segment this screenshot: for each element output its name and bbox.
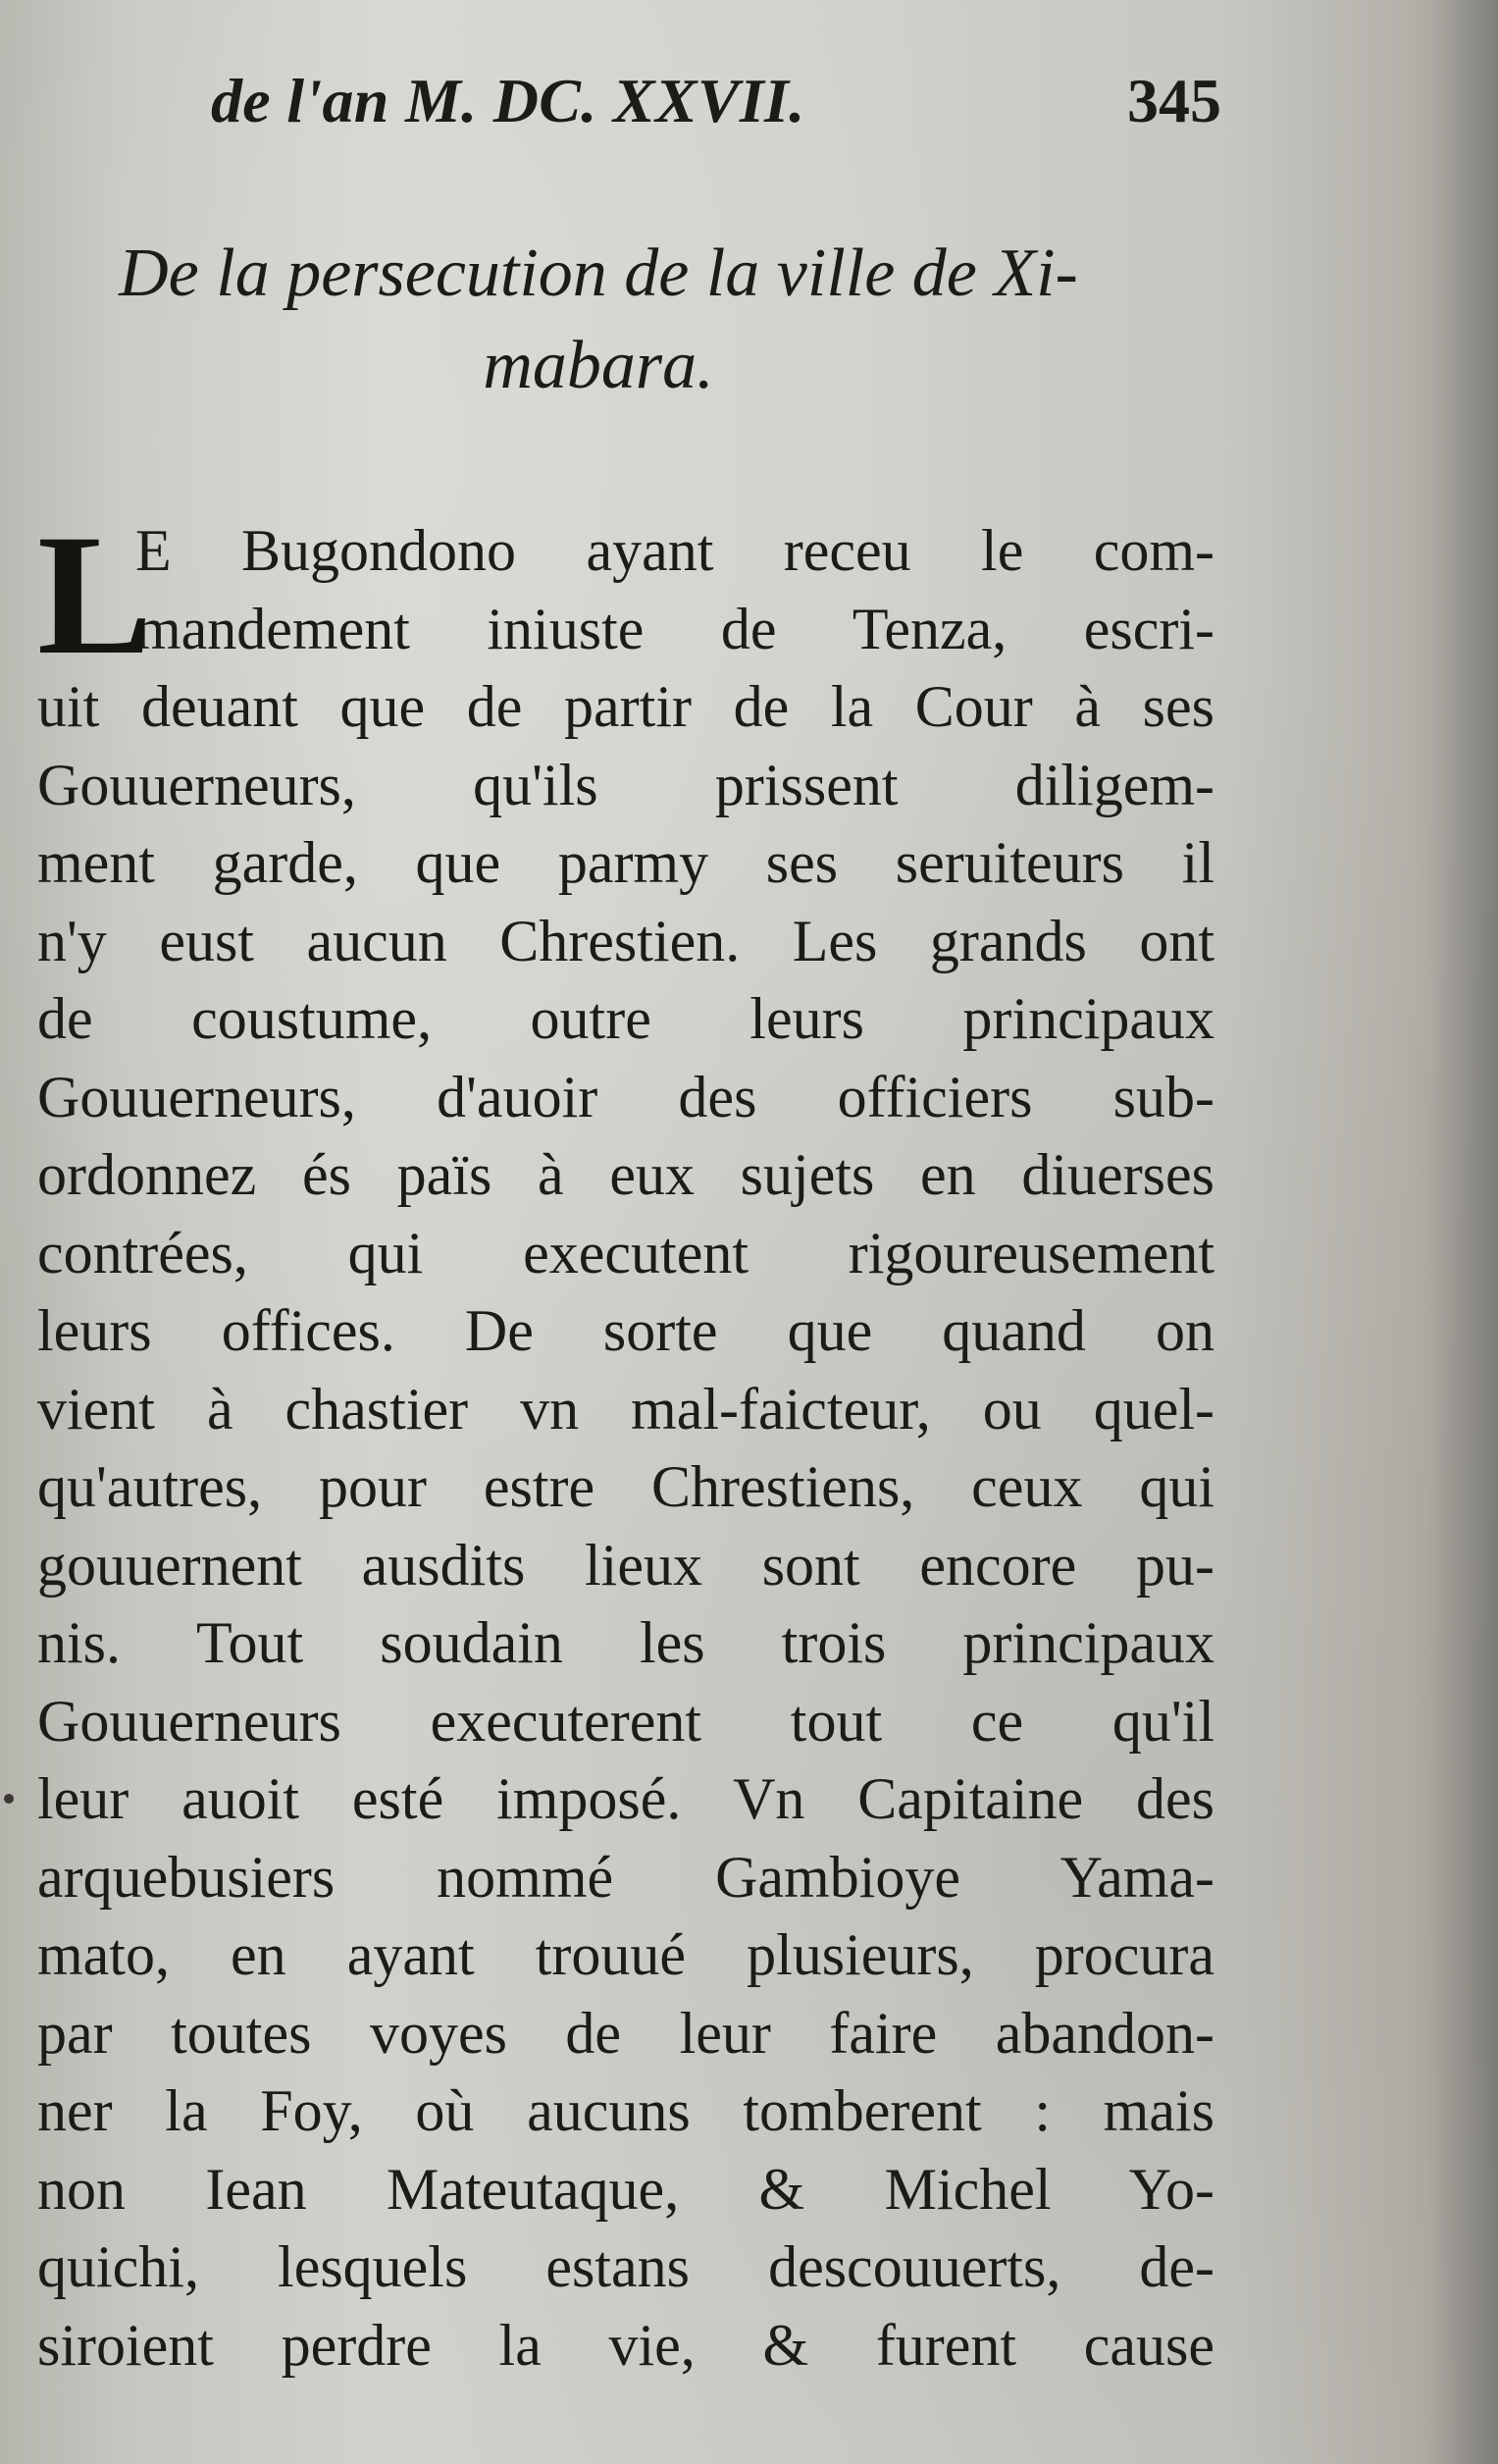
text-line: siroient perdre la vie, & furent cause xyxy=(37,2312,1214,2378)
text-line: ment garde, que parmy ses seruiteurs il xyxy=(37,830,1214,895)
text-line: non Iean Mateutaque, & Michel Yo- xyxy=(37,2156,1214,2222)
text-line: Gouuerneurs, qu'ils prissent diligem- xyxy=(37,752,1214,817)
text-line: leur auoit esté imposé. Vn Capitaine des xyxy=(37,1766,1214,1831)
text-line: de coustume, outre leurs principaux xyxy=(37,986,1214,1051)
text-line: qu'autres, pour estre Chrestiens, ceux qui xyxy=(37,1454,1214,1519)
running-head: de l'an M. DC. XXVII. xyxy=(211,66,805,135)
text-line: Gouuerneurs, d'auoir des officiers sub- xyxy=(37,1064,1214,1129)
text-line: par toutes voyes de leur faire abandon- xyxy=(37,2000,1214,2066)
text-line: ner la Foy, où aucuns tomberent : mais xyxy=(37,2078,1214,2143)
text-line: E Bugondono ayant receu le com- xyxy=(135,518,1214,583)
page-edge-shadow xyxy=(1429,0,1498,2464)
text-line: arquebusiers nommé Gambioye Yama- xyxy=(37,1844,1214,1910)
chapter-title xyxy=(59,228,1138,412)
body-text xyxy=(37,499,1214,2385)
text-line: contrées, qui executent rigoureusement xyxy=(37,1220,1214,1285)
text-line: nis. Tout soudain les trois principaux xyxy=(37,1610,1214,1675)
drop-cap: L xyxy=(37,499,153,691)
text-line: leurs offices. De sorte que quand on xyxy=(37,1298,1214,1363)
page-number: 345 xyxy=(1127,66,1221,135)
margin-ink-mark xyxy=(4,1794,14,1804)
text-line: n'y eust aucun Chrestien. Les grands ont xyxy=(37,908,1214,973)
text-line: quichi, lesquels estans descouuerts, de- xyxy=(37,2234,1214,2299)
text-line: ordonnez és païs à eux sujets en diuerses xyxy=(37,1142,1214,1207)
page-header xyxy=(211,57,1221,145)
text-line: vient à chastier vn mal-faicteur, ou quel- xyxy=(37,1376,1214,1442)
chapter-title-line-1: De la persecution de la ville de Xi- xyxy=(119,236,1078,311)
chapter-title-line-2: mabara. xyxy=(483,328,714,403)
text-line: uit deuant que de partir de la Cour à ses xyxy=(37,674,1214,739)
text-line: gouuernent ausdits lieux sont encore pu- xyxy=(37,1532,1214,1598)
text-line: mato, en ayant trouué plusieurs, procura xyxy=(37,1922,1214,1987)
text-line: Gouuerneurs executerent tout ce qu'il xyxy=(37,1688,1214,1754)
text-line: mandement iniuste de Tenza, escri- xyxy=(135,596,1214,661)
